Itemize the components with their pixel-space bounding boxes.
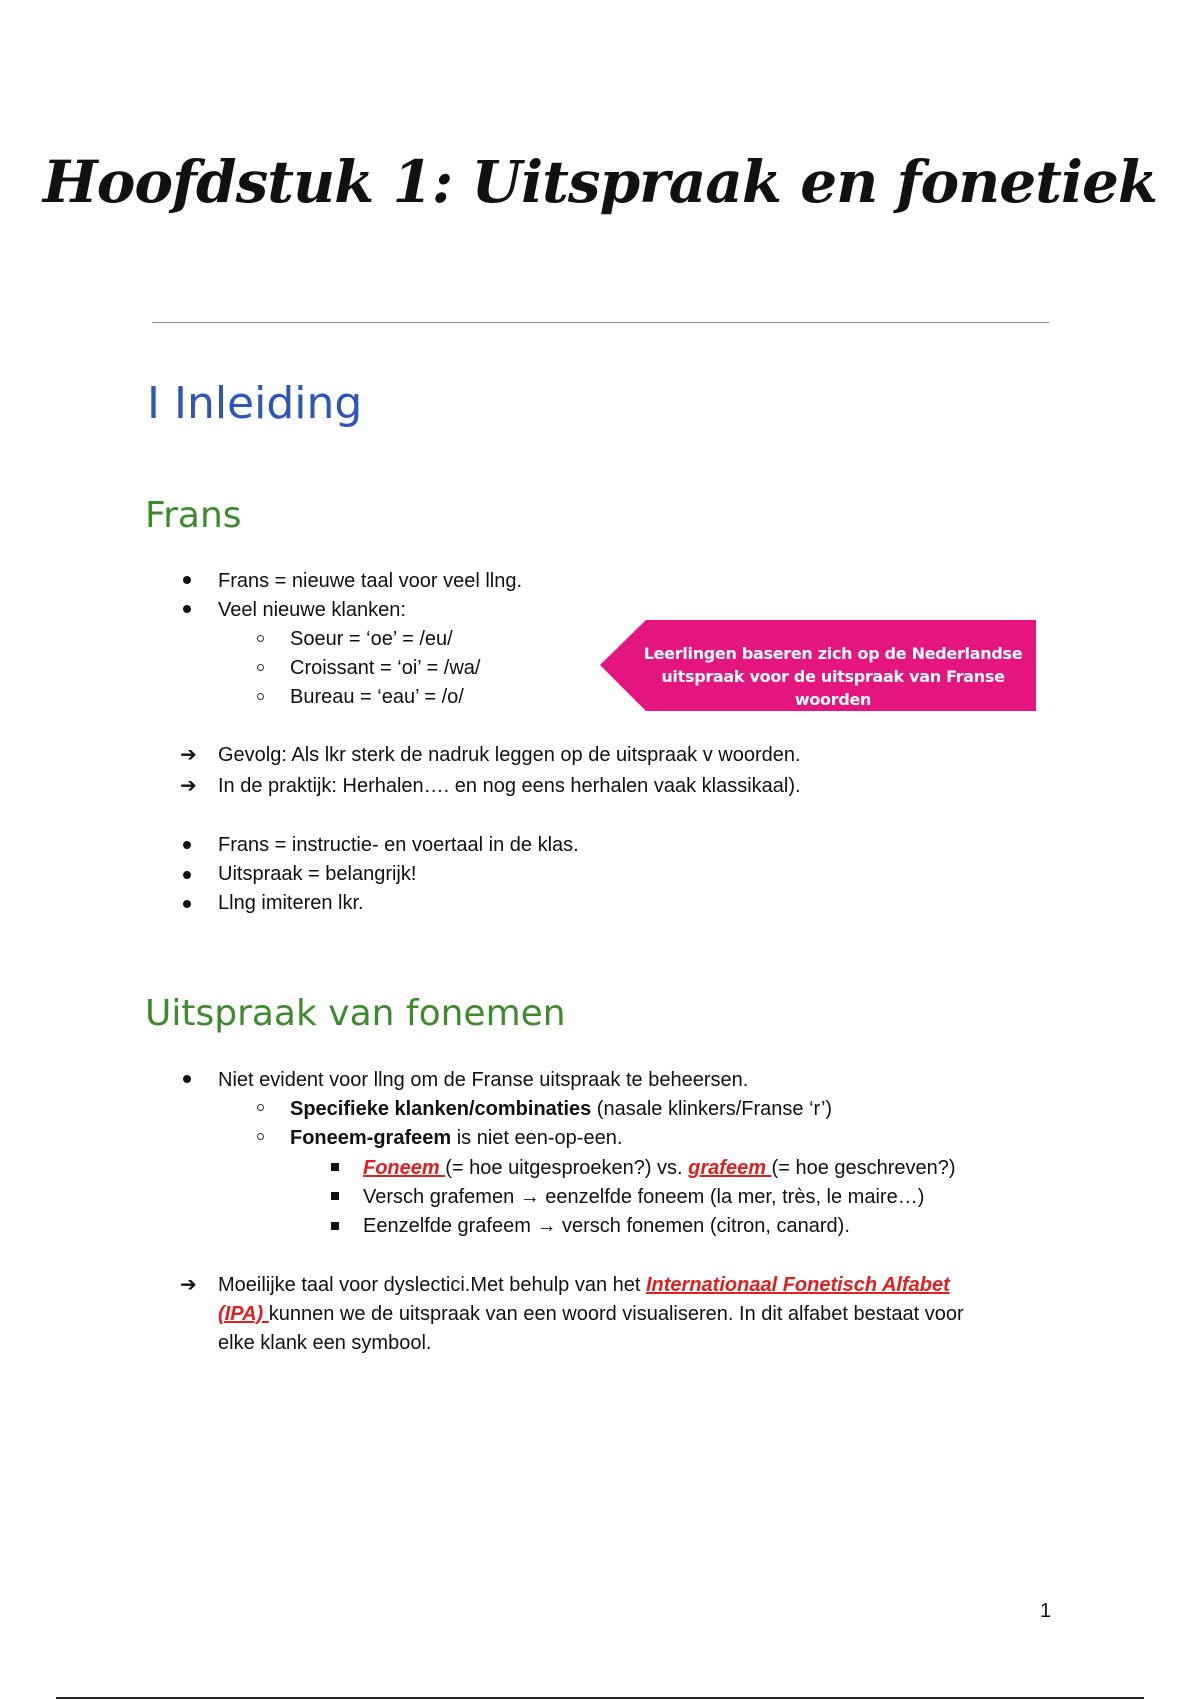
sub-bullet-icon bbox=[257, 1133, 264, 1140]
bold-term: Specifieke klanken/combinaties bbox=[290, 1098, 592, 1120]
arrow-item bbox=[218, 1272, 950, 1298]
callout-arrow bbox=[600, 620, 1036, 711]
footer-divider bbox=[56, 1697, 1144, 1699]
link-ipa[interactable]: Internationaal Fonetisch Alfabet bbox=[646, 1274, 950, 1296]
frans-heading: Frans bbox=[145, 495, 242, 536]
square-bullet-icon bbox=[331, 1192, 339, 1200]
list-item: Frans = nieuwe taal voor veel llng. bbox=[218, 570, 523, 592]
arrow-icon: ➔ bbox=[180, 775, 197, 797]
text-span: kunnen we de uitspraak van een woord visualiseren. In dit alfabet bestaat voor bbox=[268, 1303, 964, 1325]
link-foneem[interactable]: Foneem bbox=[363, 1157, 446, 1179]
arrow-item: Gevolg: Als lkr sterk de nadruk leggen op de uitspraak v woorden. bbox=[218, 744, 801, 766]
text-span: is niet een-op-een. bbox=[451, 1127, 623, 1149]
bullet-icon bbox=[183, 605, 191, 613]
page-title: Hoofdstuk 1: Uitspraak en fonetiek bbox=[42, 148, 1158, 216]
text-span: Moeilijke taal voor dyslectici.Met behulp van het bbox=[218, 1274, 646, 1296]
text-span: (= hoe geschreven?) bbox=[771, 1157, 956, 1179]
square-bullet-icon bbox=[331, 1222, 339, 1230]
sub-bullet-icon bbox=[257, 1104, 264, 1111]
page-number: 1 bbox=[1040, 1600, 1052, 1622]
arrow-item-continued bbox=[218, 1301, 964, 1327]
arrow-item-continued: elke klank een symbool. bbox=[218, 1332, 432, 1354]
bullet-icon bbox=[183, 1075, 191, 1083]
square-bullet-icon bbox=[331, 1163, 339, 1171]
link-grafeem[interactable]: grafeem bbox=[688, 1157, 772, 1179]
list-item: Croissant = ‘oi’ = /wa/ bbox=[290, 657, 481, 679]
list-item: Niet evident voor llng om de Franse uitspraak te beheersen. bbox=[218, 1069, 749, 1091]
sub-bullet-icon bbox=[257, 664, 264, 671]
list-item bbox=[363, 1155, 956, 1181]
list-item bbox=[290, 1125, 622, 1151]
bullet-icon bbox=[183, 871, 191, 879]
list-item: Bureau = ‘eau’ = /o/ bbox=[290, 686, 464, 708]
list-item: Uitspraak = belangrijk! bbox=[218, 863, 417, 885]
list-item bbox=[290, 1096, 832, 1122]
sub-bullet-icon bbox=[257, 693, 264, 700]
callout-text: Leerlingen baseren zich op de Nederlandse uitspraak voor de uitspraak van Franse woorden bbox=[643, 644, 1023, 709]
sub-bullet-icon bbox=[257, 635, 264, 642]
arrow-icon: ➔ bbox=[180, 1274, 197, 1296]
list-item: Versch grafemen → eenzelfde foneem (la mer, très, le maire…) bbox=[363, 1186, 925, 1208]
title-divider bbox=[152, 322, 1049, 323]
link-ipa-abbr[interactable]: (IPA) bbox=[218, 1303, 269, 1325]
text-span: (= hoe uitgesproeken?) vs. bbox=[445, 1157, 689, 1179]
list-item: Frans = instructie- en voertaal in de klas. bbox=[218, 834, 579, 856]
text-span: (nasale klinkers/Franse ‘r’) bbox=[591, 1098, 833, 1120]
bold-term: Foneem-grafeem bbox=[290, 1127, 452, 1149]
list-item: Veel nieuwe klanken: bbox=[218, 599, 406, 621]
arrow-icon: ➔ bbox=[180, 744, 197, 766]
bullet-icon bbox=[183, 900, 191, 908]
list-item: Eenzelfde grafeem → versch fonemen (citron, canard). bbox=[363, 1215, 850, 1237]
section-heading: I Inleiding bbox=[147, 378, 363, 429]
bullet-icon bbox=[183, 841, 191, 849]
list-item: Soeur = ‘oe’ = /eu/ bbox=[290, 628, 453, 650]
arrow-item: In de praktijk: Herhalen…. en nog eens herhalen vaak klassikaal). bbox=[218, 775, 801, 797]
fonemen-heading: Uitspraak van fonemen bbox=[145, 993, 566, 1034]
list-item: Llng imiteren lkr. bbox=[218, 892, 364, 914]
bullet-icon bbox=[183, 576, 191, 584]
